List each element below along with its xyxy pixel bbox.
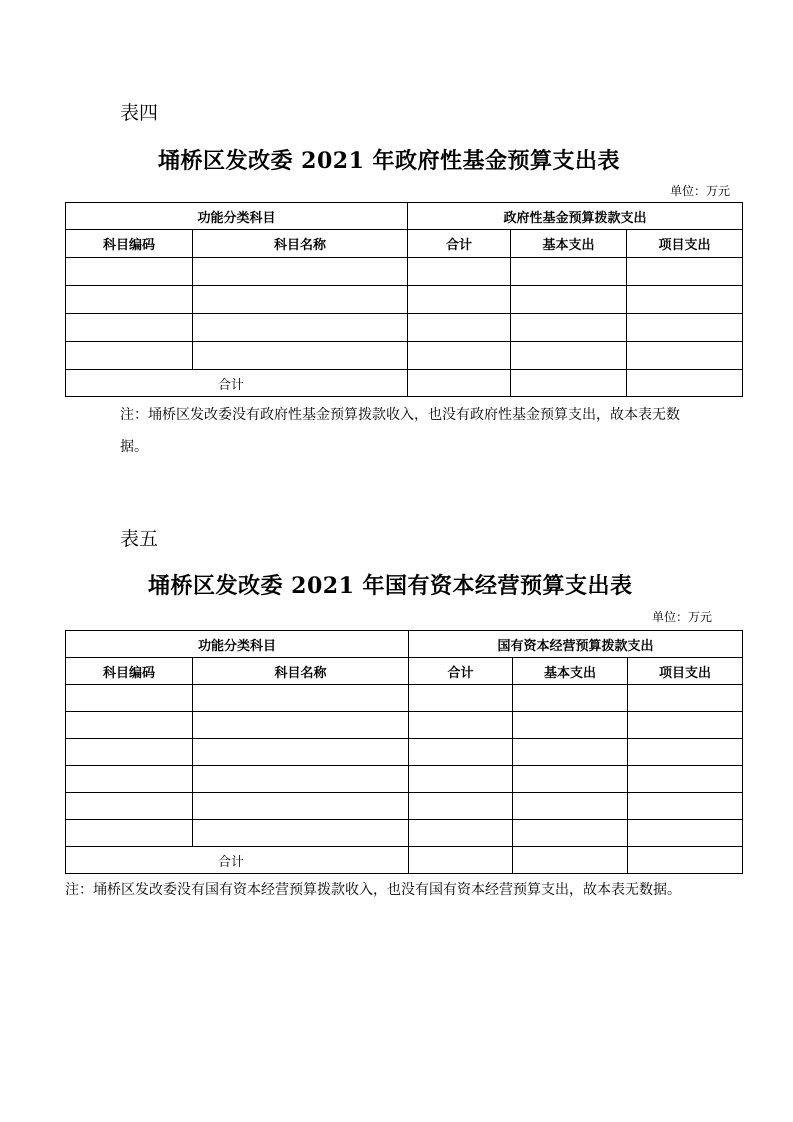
table-cell xyxy=(66,712,193,739)
table-cell xyxy=(66,685,193,712)
table-cell xyxy=(409,793,513,820)
table4-col-total: 合计 xyxy=(408,230,511,258)
table-cell xyxy=(193,820,409,847)
table-cell xyxy=(628,793,743,820)
table5-col-code: 科目编码 xyxy=(66,658,193,685)
table-cell xyxy=(513,685,628,712)
table-cell xyxy=(511,342,627,370)
table5-group-header-row xyxy=(66,631,743,658)
table-cell xyxy=(66,766,193,793)
table4-group-header-row xyxy=(66,203,743,230)
table4-column-header-row xyxy=(66,230,743,258)
table-cell xyxy=(409,847,513,874)
table-cell xyxy=(193,739,409,766)
table-cell xyxy=(511,286,627,314)
table5-col-project: 项目支出 xyxy=(628,658,743,685)
table-cell xyxy=(511,314,627,342)
table-cell xyxy=(513,739,628,766)
table-cell xyxy=(409,739,513,766)
table5-unit: 单位：万元 xyxy=(652,610,713,624)
table-cell xyxy=(513,766,628,793)
table-cell xyxy=(627,370,743,397)
table-cell xyxy=(408,286,511,314)
table-row xyxy=(66,286,743,314)
table-cell xyxy=(628,847,743,874)
table4-col-basic: 基本支出 xyxy=(511,230,627,258)
table4-group-header-left: 功能分类科目 xyxy=(66,203,408,230)
table-row xyxy=(66,712,743,739)
table5-title: 埇桥区发改委 2021 年国有资本经营预算支出表 xyxy=(148,573,633,599)
table-cell xyxy=(408,258,511,286)
table-cell xyxy=(511,370,627,397)
table5-label: 表五 xyxy=(120,528,159,550)
table-cell xyxy=(408,342,511,370)
table5-total-label: 合计 xyxy=(66,847,409,874)
table-cell xyxy=(513,712,628,739)
table-row xyxy=(66,685,743,712)
table-row xyxy=(66,342,743,370)
table-cell xyxy=(628,766,743,793)
table5-note: 注：埇桥区发改委没有国有资本经营预算拨款收入，也没有国有资本经营预算支出，故本表无数据。 xyxy=(65,882,681,898)
table-cell xyxy=(513,820,628,847)
table5-group-header-left: 功能分类科目 xyxy=(66,631,409,658)
table-cell xyxy=(66,286,193,314)
table-cell xyxy=(193,314,408,342)
table5-col-total: 合计 xyxy=(409,658,513,685)
table-cell xyxy=(66,314,193,342)
table-cell xyxy=(193,685,409,712)
table-row xyxy=(66,766,743,793)
table-cell xyxy=(409,766,513,793)
table-cell xyxy=(627,286,743,314)
table-row xyxy=(66,793,743,820)
table-cell xyxy=(627,314,743,342)
table-cell xyxy=(193,712,409,739)
table-cell xyxy=(409,685,513,712)
table-cell xyxy=(66,739,193,766)
table-cell xyxy=(193,342,408,370)
table-row xyxy=(66,314,743,342)
table4-col-project: 项目支出 xyxy=(627,230,743,258)
table-cell xyxy=(409,712,513,739)
table-cell xyxy=(193,258,408,286)
table-cell xyxy=(511,258,627,286)
table-cell xyxy=(409,820,513,847)
table-cell xyxy=(628,820,743,847)
table-row xyxy=(66,739,743,766)
table-cell xyxy=(628,712,743,739)
table-cell xyxy=(193,286,408,314)
table4-title: 埇桥区发改委 2021 年政府性基金预算支出表 xyxy=(158,148,621,174)
table-cell xyxy=(627,258,743,286)
table4-note: 注：埇桥区发改委没有政府性基金预算拨款收入，也没有政府性基金预算支出，故本表无数据。 xyxy=(120,407,680,455)
table-cell xyxy=(408,314,511,342)
table4-unit: 单位：万元 xyxy=(670,184,731,198)
table-cell xyxy=(627,342,743,370)
table-cell xyxy=(628,685,743,712)
table-cell xyxy=(66,820,193,847)
table5-total-row xyxy=(66,847,743,874)
table-row xyxy=(66,820,743,847)
table4-total-label: 合计 xyxy=(66,370,408,397)
table5-group-header-right: 国有资本经营预算拨款支出 xyxy=(409,631,743,658)
table4-col-code: 科目编码 xyxy=(66,230,193,258)
table-cell xyxy=(628,739,743,766)
table-cell xyxy=(193,793,409,820)
table4-group-header-right: 政府性基金预算拨款支出 xyxy=(408,203,743,230)
table-cell xyxy=(513,847,628,874)
table-cell xyxy=(408,370,511,397)
table4-grid xyxy=(65,202,743,397)
table4-total-row xyxy=(66,370,743,397)
table-cell xyxy=(66,342,193,370)
table4-col-name: 科目名称 xyxy=(193,230,408,258)
table-row xyxy=(66,258,743,286)
table5-column-header-row xyxy=(66,658,743,685)
table5-col-basic: 基本支出 xyxy=(513,658,628,685)
table-cell xyxy=(513,793,628,820)
table-cell xyxy=(66,793,193,820)
table5-col-name: 科目名称 xyxy=(193,658,409,685)
table-cell xyxy=(66,258,193,286)
table-cell xyxy=(193,766,409,793)
table5-grid xyxy=(65,630,743,874)
table4-label: 表四 xyxy=(120,102,159,124)
